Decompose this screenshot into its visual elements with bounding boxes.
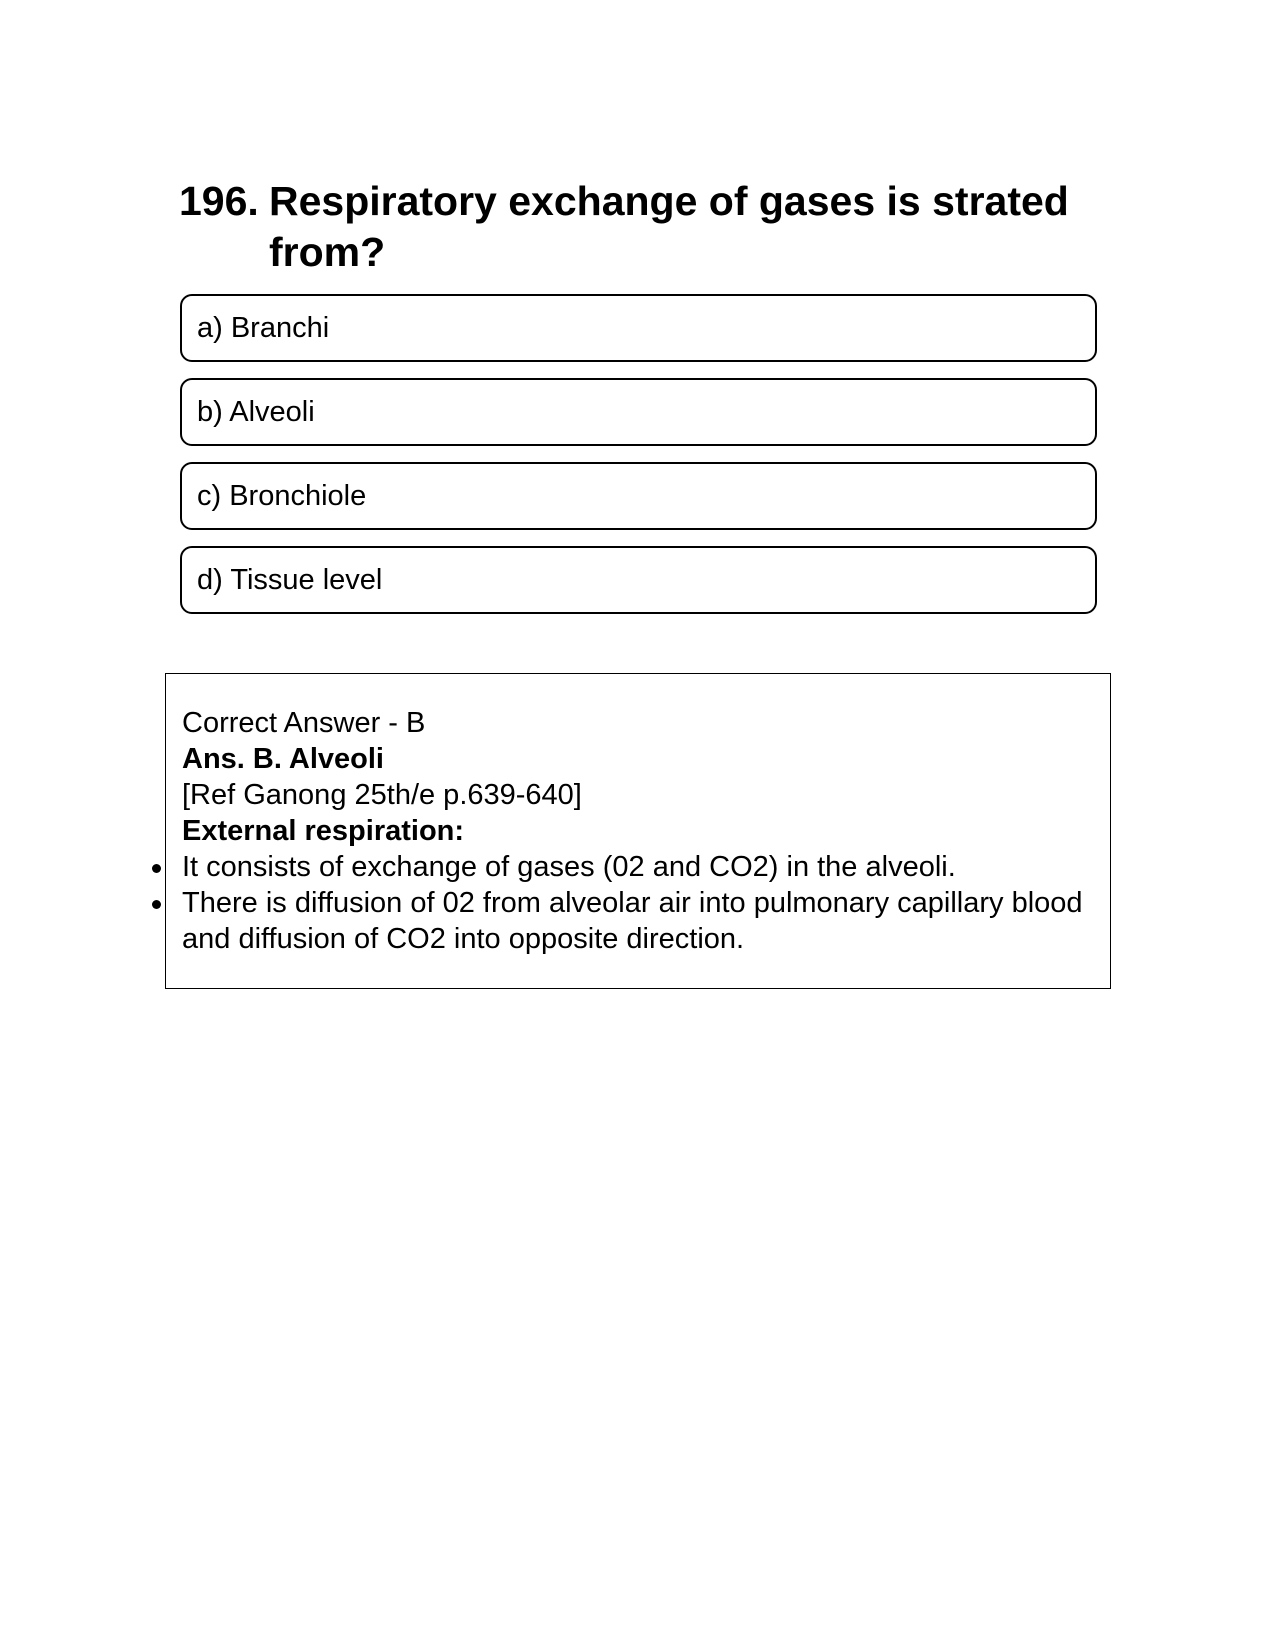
option-a[interactable]: [180, 294, 1097, 362]
bullet-icon: [152, 864, 161, 873]
option-b-label: b) Alveoli: [197, 396, 315, 428]
question-text: Respiratory exchange of gases is strated from?: [269, 178, 1069, 275]
question-number: 196.: [179, 178, 259, 224]
answer-heading: Ans. B. Alveoli: [182, 743, 384, 775]
option-b[interactable]: [180, 378, 1097, 446]
option-d-label: d) Tissue level: [197, 564, 383, 596]
bullet-text: There is diffusion of 02 from alveolar air into pulmonary capillary blood and diffusion of CO2 into opposite direction.: [182, 887, 1083, 955]
option-a-label: a) Branchi: [197, 312, 330, 344]
option-d[interactable]: [180, 546, 1097, 614]
option-c[interactable]: [180, 462, 1097, 530]
option-c-label: c) Bronchiole: [197, 480, 367, 512]
explanation-bullets: [182, 849, 1096, 957]
bullet-icon: [152, 900, 161, 909]
bullet-text: It consists of exchange of gases (02 and CO2) in the alveoli.: [182, 851, 956, 883]
reference-line: [Ref Ganong 25th/e p.639-640]: [182, 779, 582, 811]
options-list: [180, 294, 1097, 630]
list-item: [182, 885, 1096, 957]
answer-explanation-box: [165, 673, 1111, 989]
question-heading: [179, 176, 1099, 278]
section-heading: External respiration:: [182, 815, 465, 847]
list-item: [182, 849, 1096, 885]
correct-answer-line: Correct Answer - B: [182, 707, 426, 739]
